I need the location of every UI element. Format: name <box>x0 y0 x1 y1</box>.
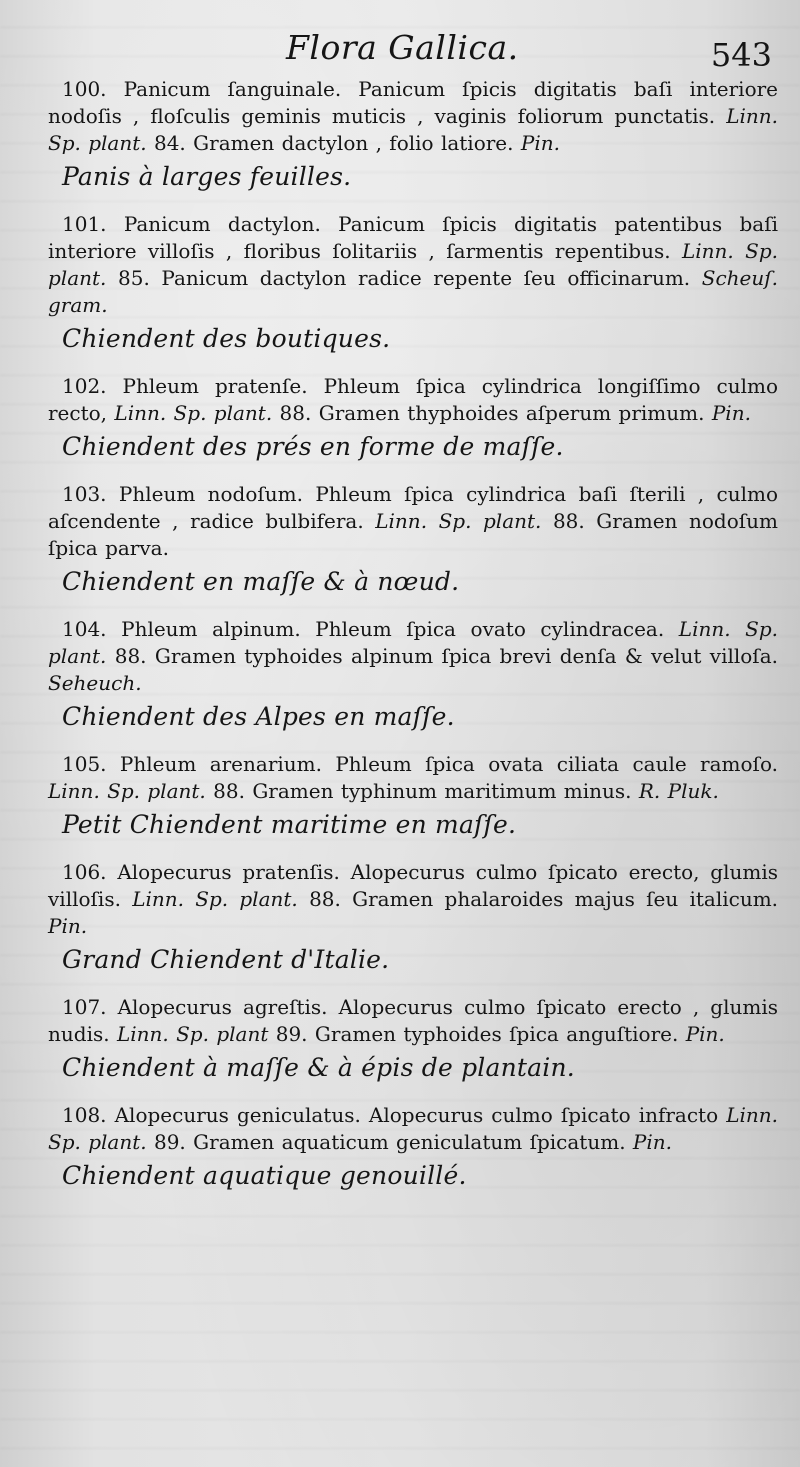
linnaeus-reference: Linn. Sp. plant. <box>375 509 542 533</box>
synonym-author: Pin. <box>685 1022 725 1046</box>
entry-number: 107. <box>62 995 107 1019</box>
french-name: Grand Chiendent d'Italie. <box>62 945 390 974</box>
latin-description: Alopecurus agreſtis. Alopecurus culmo ſpicato erecto , glumis nudis. <box>48 995 779 1046</box>
synonym: Gramen typhoides alpinum ſpica brevi denſa & velut villoſa. <box>154 644 778 668</box>
entry-description <box>0 994 800 1048</box>
synonym-author: Pin. <box>632 1130 673 1154</box>
species-entry-107 <box>0 994 800 1084</box>
species-entry-106 <box>0 859 800 976</box>
running-title: Flora Gallica. <box>286 28 519 67</box>
linnaeus-reference: Linn. Sp. plant <box>116 1022 269 1046</box>
entry-description <box>0 859 800 940</box>
reference-page: 88. <box>552 509 585 533</box>
page-header <box>0 22 800 76</box>
entry-number: 106. <box>62 860 107 884</box>
synonym-author: Seheuch. <box>48 671 142 695</box>
reference-page: 88. <box>279 401 312 425</box>
species-entry-102 <box>0 373 800 463</box>
entry-description <box>0 211 800 319</box>
french-name: Petit Chiendent maritime en maſſe. <box>62 810 517 839</box>
synonym: Panicum dactylon radice repente ſeu officinarum. <box>161 266 691 290</box>
reference-page: 84. <box>153 131 186 155</box>
entry-number: 103. <box>62 482 107 506</box>
latin-description: Panicum dactylon. Panicum ſpicis digitatis patentibus baſi interiore villoſis , floribus ſolitariis , ſarmentis repentibus. <box>48 212 779 263</box>
french-name: Panis à larges feuilles. <box>62 162 352 191</box>
latin-description: Phleum arenarium. Phleum ſpica ovata ciliata caule ramoſo. <box>119 752 778 776</box>
french-name: Chiendent à maſſe & à épis de plantain. <box>62 1053 575 1082</box>
synonym-author: R. Pluk. <box>638 779 719 803</box>
reference-page: 85. <box>118 266 150 290</box>
latin-description: Phleum pratenſe. Phleum ſpica cylindrica longiſſimo culmo recto, <box>48 374 779 425</box>
synonym-author: Pin. <box>520 131 560 155</box>
linnaeus-reference: Linn. Sp. plant. <box>48 779 206 803</box>
reference-page: 88. <box>114 644 147 668</box>
french-name: Chiendent des Alpes en maſſe. <box>62 702 455 731</box>
species-entry-105 <box>0 751 800 841</box>
synonym: Gramen nodoſum ſpica parva. <box>48 509 778 560</box>
entry-description <box>0 76 800 157</box>
synonym: Gramen dactylon , folio latiore. <box>193 131 514 155</box>
synonym: Gramen typhoides ſpica anguſtiore. <box>314 1022 679 1046</box>
reference-page: 88. <box>309 887 341 911</box>
entry-number: 104. <box>62 617 107 641</box>
synonym-author: Pin. <box>711 401 751 425</box>
french-name: Chiendent en maſſe & à nœud. <box>62 567 460 596</box>
french-name: Chiendent aquatique genouillé. <box>62 1161 467 1190</box>
entry-description <box>0 481 800 562</box>
linnaeus-reference: Linn. Sp. plant. <box>48 617 779 668</box>
synonym-author: Pin. <box>48 914 88 938</box>
french-name: Chiendent des boutiques. <box>62 324 391 353</box>
entry-number: 101. <box>62 212 107 236</box>
species-list <box>0 76 800 1210</box>
synonym-author: Scheuſ. gram. <box>48 266 779 317</box>
entry-description <box>0 751 800 805</box>
reference-page: 89. <box>153 1130 186 1154</box>
latin-description: Panicum ſanguinale. Panicum ſpicis digitatis baſi interiore nodoſis , floſculis geminis muticis , vaginis foliorum punctatis. <box>48 77 779 128</box>
entry-number: 102. <box>62 374 107 398</box>
entry-description <box>0 373 800 427</box>
entry-description <box>0 616 800 697</box>
latin-description: Phleum alpinum. Phleum ſpica ovato cylindracea. <box>121 617 665 641</box>
entry-number: 105. <box>62 752 107 776</box>
species-entry-104 <box>0 616 800 733</box>
latin-description: Phleum nodoſum. Phleum ſpica cylindrica baſi ſterili , culmo aſcendente , radice bulbifera. <box>48 482 778 533</box>
species-entry-103 <box>0 481 800 598</box>
species-entry-108 <box>0 1102 800 1192</box>
reference-page: 88. <box>213 779 245 803</box>
latin-description: Alopecurus pratenſis. Alopecurus culmo ſpicato erecto, glumis villoſis. <box>48 860 778 911</box>
synonym: Gramen typhinum maritimum minus. <box>252 779 632 803</box>
linnaeus-reference: Linn. Sp. plant. <box>114 401 273 425</box>
entry-description <box>0 1102 800 1156</box>
synonym: Gramen phalaroides majus ſeu italicum. <box>352 887 779 911</box>
linnaeus-reference: Linn. Sp. plant. <box>132 887 298 911</box>
reference-page: 89. <box>275 1022 308 1046</box>
linnaeus-reference: Linn. Sp. plant. <box>48 104 779 155</box>
entry-number: 100. <box>62 77 107 101</box>
entry-number: 108. <box>62 1103 107 1127</box>
linnaeus-reference: Linn. Sp. plant. <box>48 239 779 290</box>
latin-description: Alopecurus geniculatus. Alopecurus culmo ſpicato infracto <box>114 1103 719 1127</box>
linnaeus-reference: Linn. Sp. plant. <box>48 1103 779 1154</box>
species-entry-100 <box>0 76 800 193</box>
synonym: Gramen aquaticum geniculatum ſpicatum. <box>193 1130 626 1154</box>
synonym: Gramen thyphoides aſperum primum. <box>318 401 705 425</box>
species-entry-101 <box>0 211 800 355</box>
french-name: Chiendent des prés en forme de maſſe. <box>62 432 564 461</box>
page-number: 543 <box>710 36 772 74</box>
